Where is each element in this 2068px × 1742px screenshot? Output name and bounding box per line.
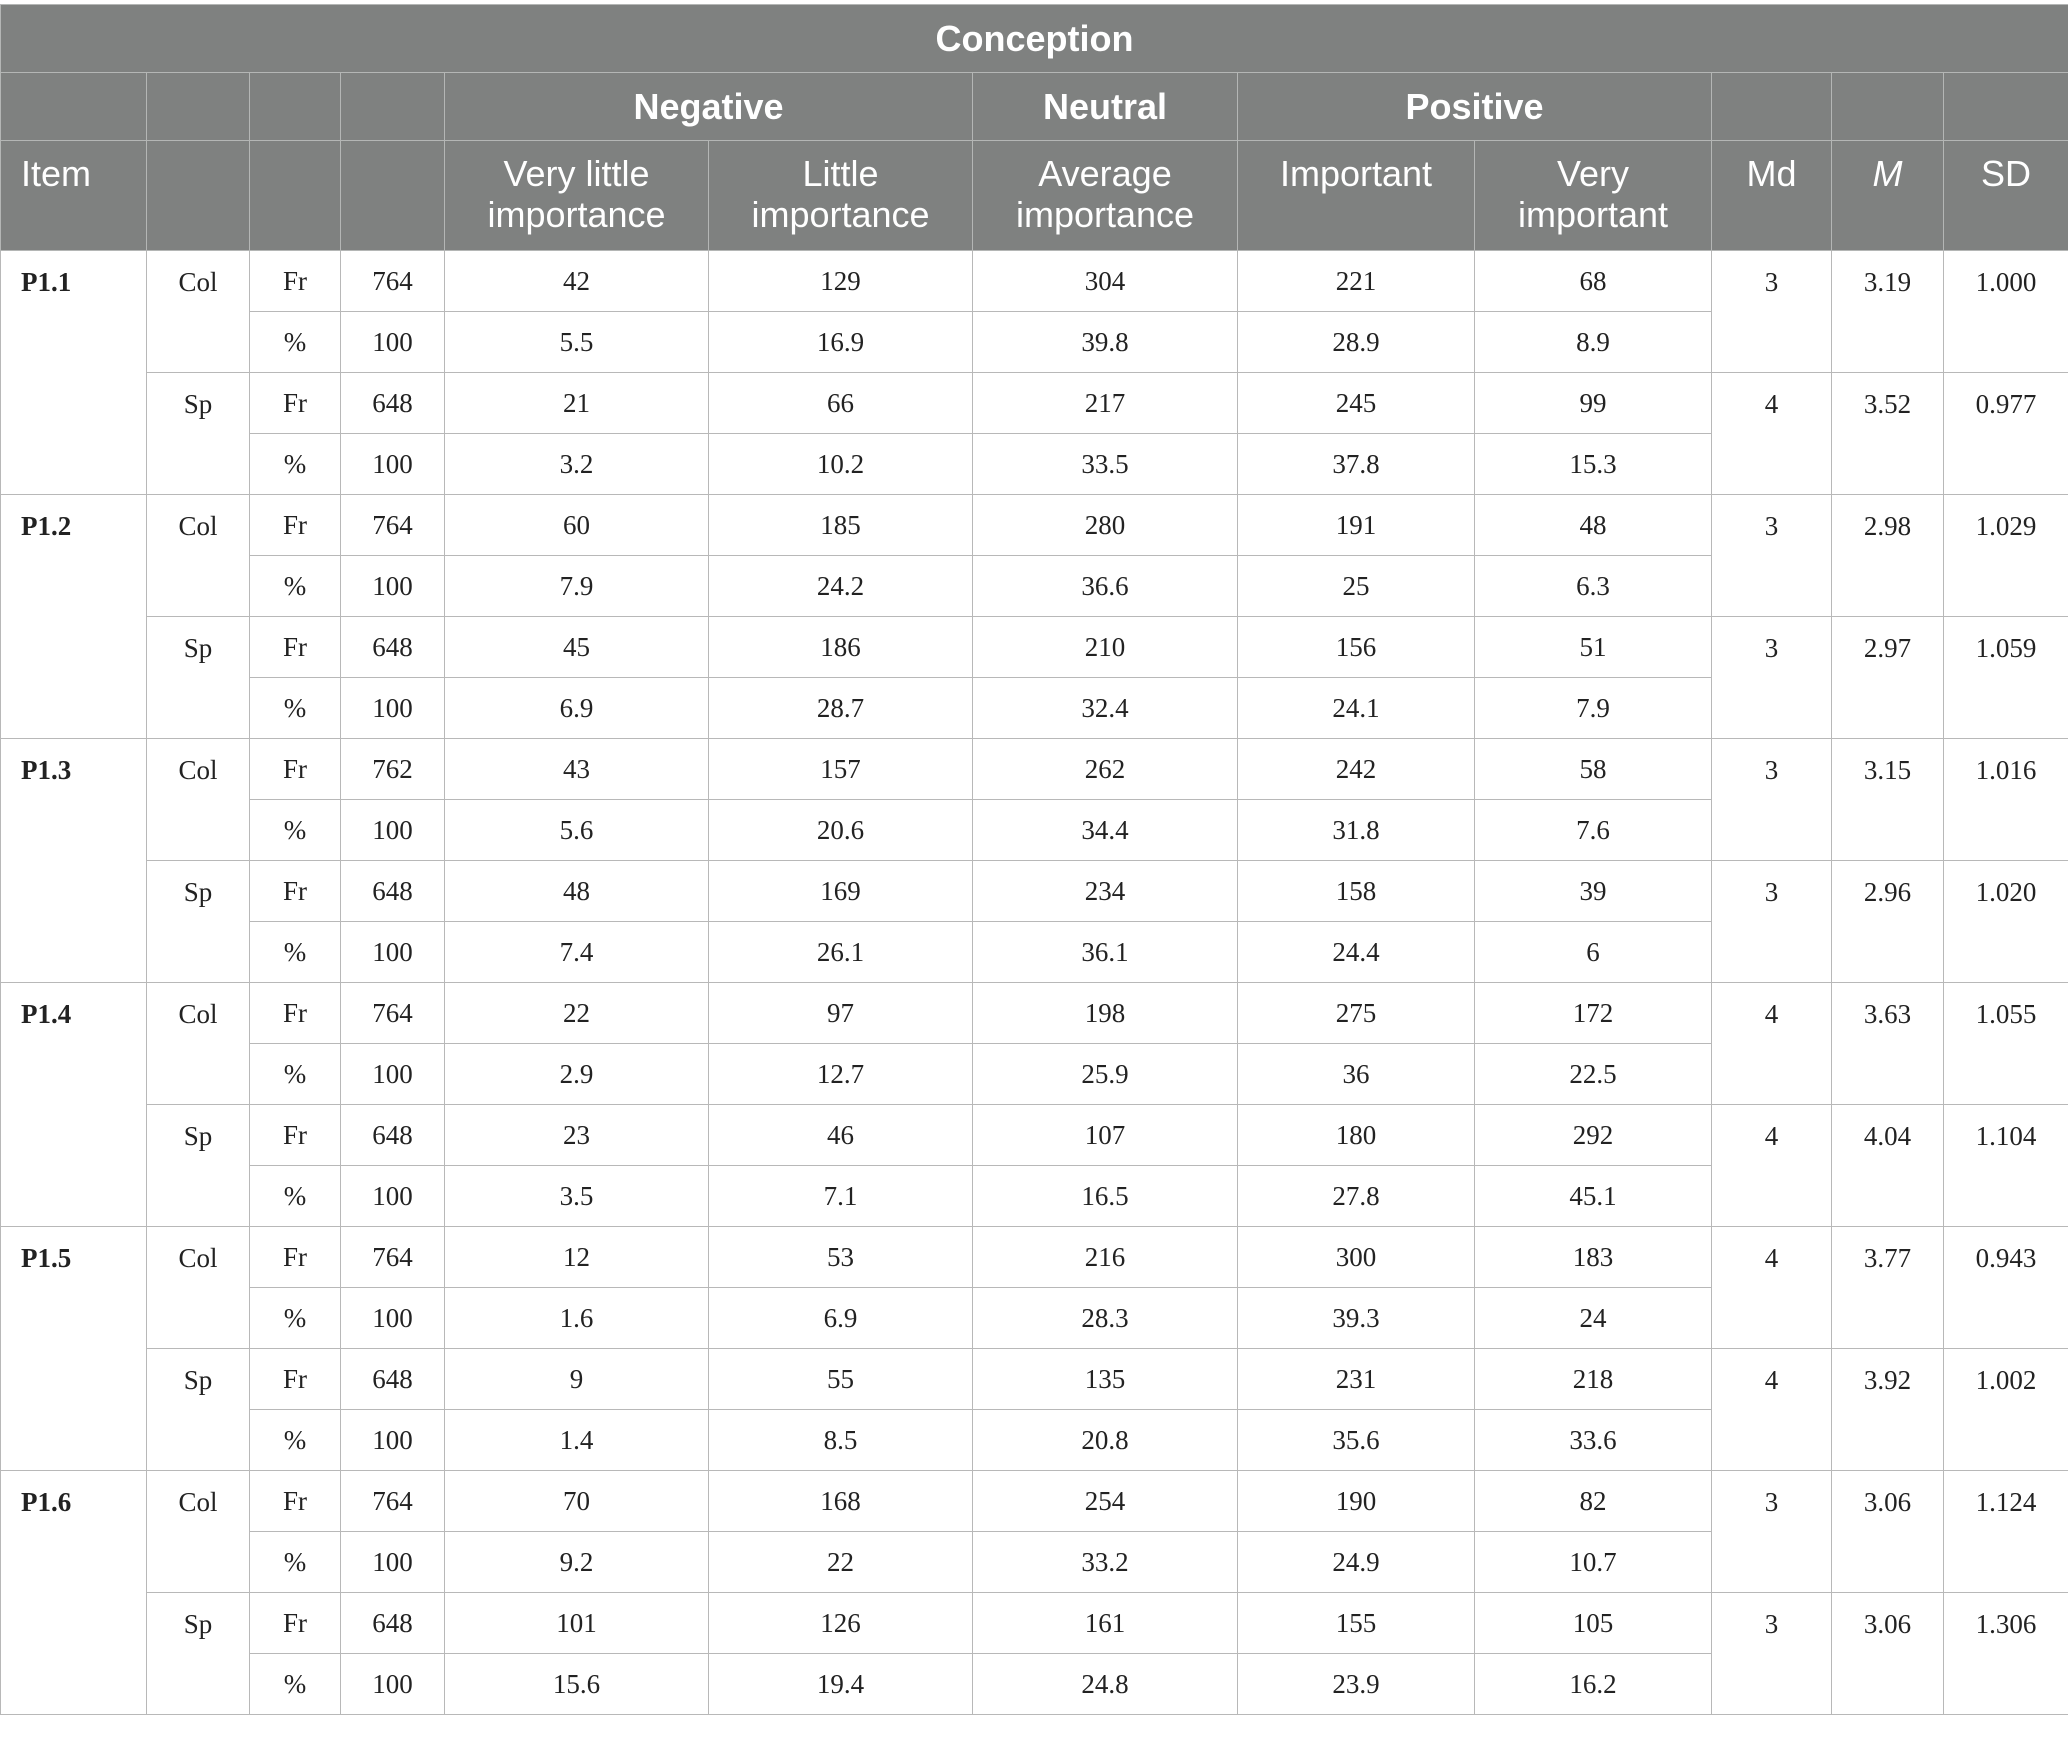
item-column-header: Item (1, 141, 147, 251)
value-cell: 22 (445, 983, 709, 1044)
group-negative: Negative (445, 73, 973, 141)
header-blank (1712, 73, 1832, 141)
row-type-label: Fr (250, 1471, 341, 1532)
value-cell: 58 (1475, 739, 1712, 800)
sd-cell: 1.059 (1944, 617, 2068, 739)
total-cell: 100 (341, 678, 445, 739)
value-cell: 35.6 (1238, 1410, 1475, 1471)
value-cell: 6 (1475, 922, 1712, 983)
row-type-label: Fr (250, 1593, 341, 1654)
header-blank (1832, 73, 1944, 141)
total-cell: 648 (341, 861, 445, 922)
mean-cell: 3.52 (1832, 373, 1944, 495)
option-line: importance (751, 194, 930, 235)
group-neutral: Neutral (973, 73, 1238, 141)
row-type-label: % (250, 922, 341, 983)
value-cell: 24.8 (973, 1654, 1238, 1715)
value-cell: 70 (445, 1471, 709, 1532)
value-cell: 2.9 (445, 1044, 709, 1105)
median-cell: 3 (1712, 739, 1832, 861)
total-cell: 648 (341, 1105, 445, 1166)
value-cell: 15.3 (1475, 434, 1712, 495)
option-average-importance (973, 141, 1238, 251)
item-id: P1.3 (1, 739, 147, 983)
value-cell: 48 (1475, 495, 1712, 556)
value-cell: 245 (1238, 373, 1475, 434)
value-cell: 34.4 (973, 800, 1238, 861)
row-type-label: Fr (250, 739, 341, 800)
median-cell: 4 (1712, 1227, 1832, 1349)
row-type-label: Fr (250, 861, 341, 922)
total-cell: 100 (341, 1654, 445, 1715)
sd-cell: 1.029 (1944, 495, 2068, 617)
row-type-label: Fr (250, 495, 341, 556)
value-cell: 24.2 (709, 556, 973, 617)
value-cell: 22.5 (1475, 1044, 1712, 1105)
value-cell: 198 (973, 983, 1238, 1044)
value-cell: 39 (1475, 861, 1712, 922)
table-row (1, 1471, 2068, 1532)
value-cell: 191 (1238, 495, 1475, 556)
value-cell: 24.4 (1238, 922, 1475, 983)
total-cell: 100 (341, 922, 445, 983)
group-positive: Positive (1238, 73, 1712, 141)
mean-cell: 2.98 (1832, 495, 1944, 617)
value-cell: 28.3 (973, 1288, 1238, 1349)
total-cell: 100 (341, 556, 445, 617)
value-cell: 7.9 (1475, 678, 1712, 739)
value-cell: 24 (1475, 1288, 1712, 1349)
value-cell: 304 (973, 251, 1238, 312)
value-cell: 48 (445, 861, 709, 922)
value-cell: 7.4 (445, 922, 709, 983)
header-blank (341, 141, 445, 251)
header-blank (341, 73, 445, 141)
value-cell: 12 (445, 1227, 709, 1288)
sd-cell: 0.977 (1944, 373, 2068, 495)
mean-cell: 3.77 (1832, 1227, 1944, 1349)
value-cell: 26.1 (709, 922, 973, 983)
median-cell: 4 (1712, 1105, 1832, 1227)
option-line: Little (802, 153, 879, 194)
value-cell: 7.9 (445, 556, 709, 617)
total-cell: 764 (341, 495, 445, 556)
value-cell: 36.1 (973, 922, 1238, 983)
country-label: Sp (147, 1593, 250, 1715)
value-cell: 23 (445, 1105, 709, 1166)
value-cell: 6.3 (1475, 556, 1712, 617)
mean-cell: 3.63 (1832, 983, 1944, 1105)
row-type-label: % (250, 556, 341, 617)
row-type-label: Fr (250, 983, 341, 1044)
sd-column-header: SD (1944, 141, 2068, 251)
item-id: P1.1 (1, 251, 147, 495)
header-blank (147, 73, 250, 141)
total-cell: 764 (341, 251, 445, 312)
table-row (1, 373, 2068, 434)
mean-column-header: M (1832, 141, 1944, 251)
value-cell: 157 (709, 739, 973, 800)
table-title: Conception (1, 5, 2068, 73)
value-cell: 3.2 (445, 434, 709, 495)
total-cell: 648 (341, 1349, 445, 1410)
value-cell: 292 (1475, 1105, 1712, 1166)
country-label: Col (147, 983, 250, 1105)
value-cell: 7.6 (1475, 800, 1712, 861)
option-important (1238, 141, 1475, 251)
value-cell: 39.8 (973, 312, 1238, 373)
value-cell: 158 (1238, 861, 1475, 922)
mean-cell: 2.96 (1832, 861, 1944, 983)
country-label: Col (147, 739, 250, 861)
table-row (1, 1227, 2068, 1288)
row-type-label: % (250, 800, 341, 861)
value-cell: 234 (973, 861, 1238, 922)
row-type-label: Fr (250, 251, 341, 312)
option-line: Very little (503, 153, 650, 194)
value-cell: 107 (973, 1105, 1238, 1166)
option-line: Average (1038, 153, 1172, 194)
value-cell: 129 (709, 251, 973, 312)
total-cell: 100 (341, 1410, 445, 1471)
value-cell: 16.5 (973, 1166, 1238, 1227)
total-cell: 100 (341, 800, 445, 861)
mean-cell: 3.06 (1832, 1593, 1944, 1715)
sd-cell: 1.016 (1944, 739, 2068, 861)
value-cell: 8.5 (709, 1410, 973, 1471)
value-cell: 97 (709, 983, 973, 1044)
row-type-label: Fr (250, 1105, 341, 1166)
value-cell: 7.1 (709, 1166, 973, 1227)
value-cell: 10.2 (709, 434, 973, 495)
value-cell: 105 (1475, 1593, 1712, 1654)
row-type-label: Fr (250, 1227, 341, 1288)
mean-cell: 3.06 (1832, 1471, 1944, 1593)
median-cell: 3 (1712, 617, 1832, 739)
option-very-important (1475, 141, 1712, 251)
value-cell: 8.9 (1475, 312, 1712, 373)
value-cell: 186 (709, 617, 973, 678)
median-column-header: Md (1712, 141, 1832, 251)
country-label: Sp (147, 1105, 250, 1227)
value-cell: 16.9 (709, 312, 973, 373)
table-row (1, 495, 2068, 556)
mean-cell: 3.19 (1832, 251, 1944, 373)
mean-cell: 2.97 (1832, 617, 1944, 739)
value-cell: 45 (445, 617, 709, 678)
value-cell: 68 (1475, 251, 1712, 312)
value-cell: 24.1 (1238, 678, 1475, 739)
value-cell: 156 (1238, 617, 1475, 678)
value-cell: 82 (1475, 1471, 1712, 1532)
value-cell: 300 (1238, 1227, 1475, 1288)
value-cell: 5.5 (445, 312, 709, 373)
option-line: importance (1015, 194, 1195, 235)
sd-cell: 1.020 (1944, 861, 2068, 983)
table-row (1, 739, 2068, 800)
value-cell: 3.5 (445, 1166, 709, 1227)
sd-cell: 1.055 (1944, 983, 2068, 1105)
table-row (1, 861, 2068, 922)
option-line: important (1517, 194, 1669, 235)
sd-cell: 1.002 (1944, 1349, 2068, 1471)
sd-cell: 1.000 (1944, 251, 2068, 373)
country-label: Sp (147, 861, 250, 983)
value-cell: 242 (1238, 739, 1475, 800)
total-cell: 100 (341, 1532, 445, 1593)
country-label: Col (147, 1227, 250, 1349)
total-cell: 764 (341, 1227, 445, 1288)
total-cell: 764 (341, 983, 445, 1044)
sd-cell: 1.124 (1944, 1471, 2068, 1593)
value-cell: 36 (1238, 1044, 1475, 1105)
option-very-little-importance (445, 141, 709, 251)
value-cell: 21 (445, 373, 709, 434)
value-cell: 25 (1238, 556, 1475, 617)
median-cell: 3 (1712, 861, 1832, 983)
total-cell: 100 (341, 312, 445, 373)
total-cell: 100 (341, 1166, 445, 1227)
country-label: Col (147, 495, 250, 617)
value-cell: 16.2 (1475, 1654, 1712, 1715)
header-blank (250, 73, 341, 141)
table-body (1, 251, 2068, 1715)
value-cell: 25.9 (973, 1044, 1238, 1105)
mean-cell: 3.15 (1832, 739, 1944, 861)
mean-cell: 4.04 (1832, 1105, 1944, 1227)
total-cell: 648 (341, 373, 445, 434)
value-cell: 60 (445, 495, 709, 556)
header-blank (1, 73, 147, 141)
option-little-importance (709, 141, 973, 251)
table-row (1, 617, 2068, 678)
value-cell: 31.8 (1238, 800, 1475, 861)
median-cell: 3 (1712, 1471, 1832, 1593)
row-type-label: % (250, 1166, 341, 1227)
row-type-label: % (250, 1410, 341, 1471)
value-cell: 1.4 (445, 1410, 709, 1471)
value-cell: 262 (973, 739, 1238, 800)
value-cell: 22 (709, 1532, 973, 1593)
table-row (1, 983, 2068, 1044)
item-id: P1.4 (1, 983, 147, 1227)
value-cell: 172 (1475, 983, 1712, 1044)
value-cell: 46 (709, 1105, 973, 1166)
value-cell: 24.9 (1238, 1532, 1475, 1593)
value-cell: 33.6 (1475, 1410, 1712, 1471)
row-type-label: Fr (250, 617, 341, 678)
country-label: Sp (147, 373, 250, 495)
sd-cell: 1.104 (1944, 1105, 2068, 1227)
table-row (1, 1593, 2068, 1654)
value-cell: 9 (445, 1349, 709, 1410)
value-cell: 23.9 (1238, 1654, 1475, 1715)
value-cell: 218 (1475, 1349, 1712, 1410)
sd-cell: 0.943 (1944, 1227, 2068, 1349)
total-cell: 648 (341, 617, 445, 678)
option-line: Important (1279, 153, 1433, 194)
value-cell: 19.4 (709, 1654, 973, 1715)
value-cell: 155 (1238, 1593, 1475, 1654)
country-label: Sp (147, 1349, 250, 1471)
value-cell: 280 (973, 495, 1238, 556)
value-cell: 221 (1238, 251, 1475, 312)
median-cell: 3 (1712, 1593, 1832, 1715)
option-line: Very (1556, 153, 1630, 194)
conception-table (0, 4, 2068, 1715)
mean-cell: 3.92 (1832, 1349, 1944, 1471)
value-cell: 28.9 (1238, 312, 1475, 373)
median-cell: 3 (1712, 251, 1832, 373)
value-cell: 126 (709, 1593, 973, 1654)
item-id: P1.2 (1, 495, 147, 739)
value-cell: 6.9 (709, 1288, 973, 1349)
value-cell: 33.2 (973, 1532, 1238, 1593)
value-cell: 217 (973, 373, 1238, 434)
value-cell: 20.8 (973, 1410, 1238, 1471)
value-cell: 45.1 (1475, 1166, 1712, 1227)
value-cell: 20.6 (709, 800, 973, 861)
country-label: Sp (147, 617, 250, 739)
value-cell: 101 (445, 1593, 709, 1654)
total-cell: 100 (341, 1044, 445, 1105)
header-blank (147, 141, 250, 251)
value-cell: 9.2 (445, 1532, 709, 1593)
value-cell: 36.6 (973, 556, 1238, 617)
value-cell: 161 (973, 1593, 1238, 1654)
value-cell: 37.8 (1238, 434, 1475, 495)
value-cell: 27.8 (1238, 1166, 1475, 1227)
row-type-label: % (250, 434, 341, 495)
value-cell: 32.4 (973, 678, 1238, 739)
value-cell: 53 (709, 1227, 973, 1288)
value-cell: 231 (1238, 1349, 1475, 1410)
value-cell: 28.7 (709, 678, 973, 739)
row-type-label: % (250, 678, 341, 739)
item-id: P1.6 (1, 1471, 147, 1715)
row-type-label: Fr (250, 1349, 341, 1410)
value-cell: 42 (445, 251, 709, 312)
row-type-label: % (250, 312, 341, 373)
row-type-label: Fr (250, 373, 341, 434)
sd-cell: 1.306 (1944, 1593, 2068, 1715)
header-blank (1944, 73, 2068, 141)
median-cell: 4 (1712, 373, 1832, 495)
value-cell: 43 (445, 739, 709, 800)
value-cell: 135 (973, 1349, 1238, 1410)
value-cell: 5.6 (445, 800, 709, 861)
value-cell: 55 (709, 1349, 973, 1410)
table-row (1, 1105, 2068, 1166)
value-cell: 180 (1238, 1105, 1475, 1166)
country-label: Col (147, 251, 250, 373)
total-cell: 100 (341, 434, 445, 495)
value-cell: 185 (709, 495, 973, 556)
option-line: importance (487, 194, 666, 235)
value-cell: 6.9 (445, 678, 709, 739)
table-row (1, 251, 2068, 312)
value-cell: 254 (973, 1471, 1238, 1532)
total-cell: 762 (341, 739, 445, 800)
value-cell: 12.7 (709, 1044, 973, 1105)
row-type-label: % (250, 1044, 341, 1105)
value-cell: 1.6 (445, 1288, 709, 1349)
median-cell: 4 (1712, 1349, 1832, 1471)
row-type-label: % (250, 1288, 341, 1349)
value-cell: 33.5 (973, 434, 1238, 495)
value-cell: 10.7 (1475, 1532, 1712, 1593)
value-cell: 275 (1238, 983, 1475, 1044)
value-cell: 216 (973, 1227, 1238, 1288)
value-cell: 66 (709, 373, 973, 434)
value-cell: 15.6 (445, 1654, 709, 1715)
item-id: P1.5 (1, 1227, 147, 1471)
value-cell: 168 (709, 1471, 973, 1532)
table-header (1, 5, 2068, 251)
total-cell: 100 (341, 1288, 445, 1349)
country-label: Col (147, 1471, 250, 1593)
value-cell: 39.3 (1238, 1288, 1475, 1349)
value-cell: 99 (1475, 373, 1712, 434)
value-cell: 51 (1475, 617, 1712, 678)
row-type-label: % (250, 1654, 341, 1715)
total-cell: 648 (341, 1593, 445, 1654)
value-cell: 183 (1475, 1227, 1712, 1288)
median-cell: 4 (1712, 983, 1832, 1105)
row-type-label: % (250, 1532, 341, 1593)
median-cell: 3 (1712, 495, 1832, 617)
value-cell: 169 (709, 861, 973, 922)
value-cell: 190 (1238, 1471, 1475, 1532)
value-cell: 210 (973, 617, 1238, 678)
total-cell: 764 (341, 1471, 445, 1532)
table-row (1, 1349, 2068, 1410)
header-blank (250, 141, 341, 251)
